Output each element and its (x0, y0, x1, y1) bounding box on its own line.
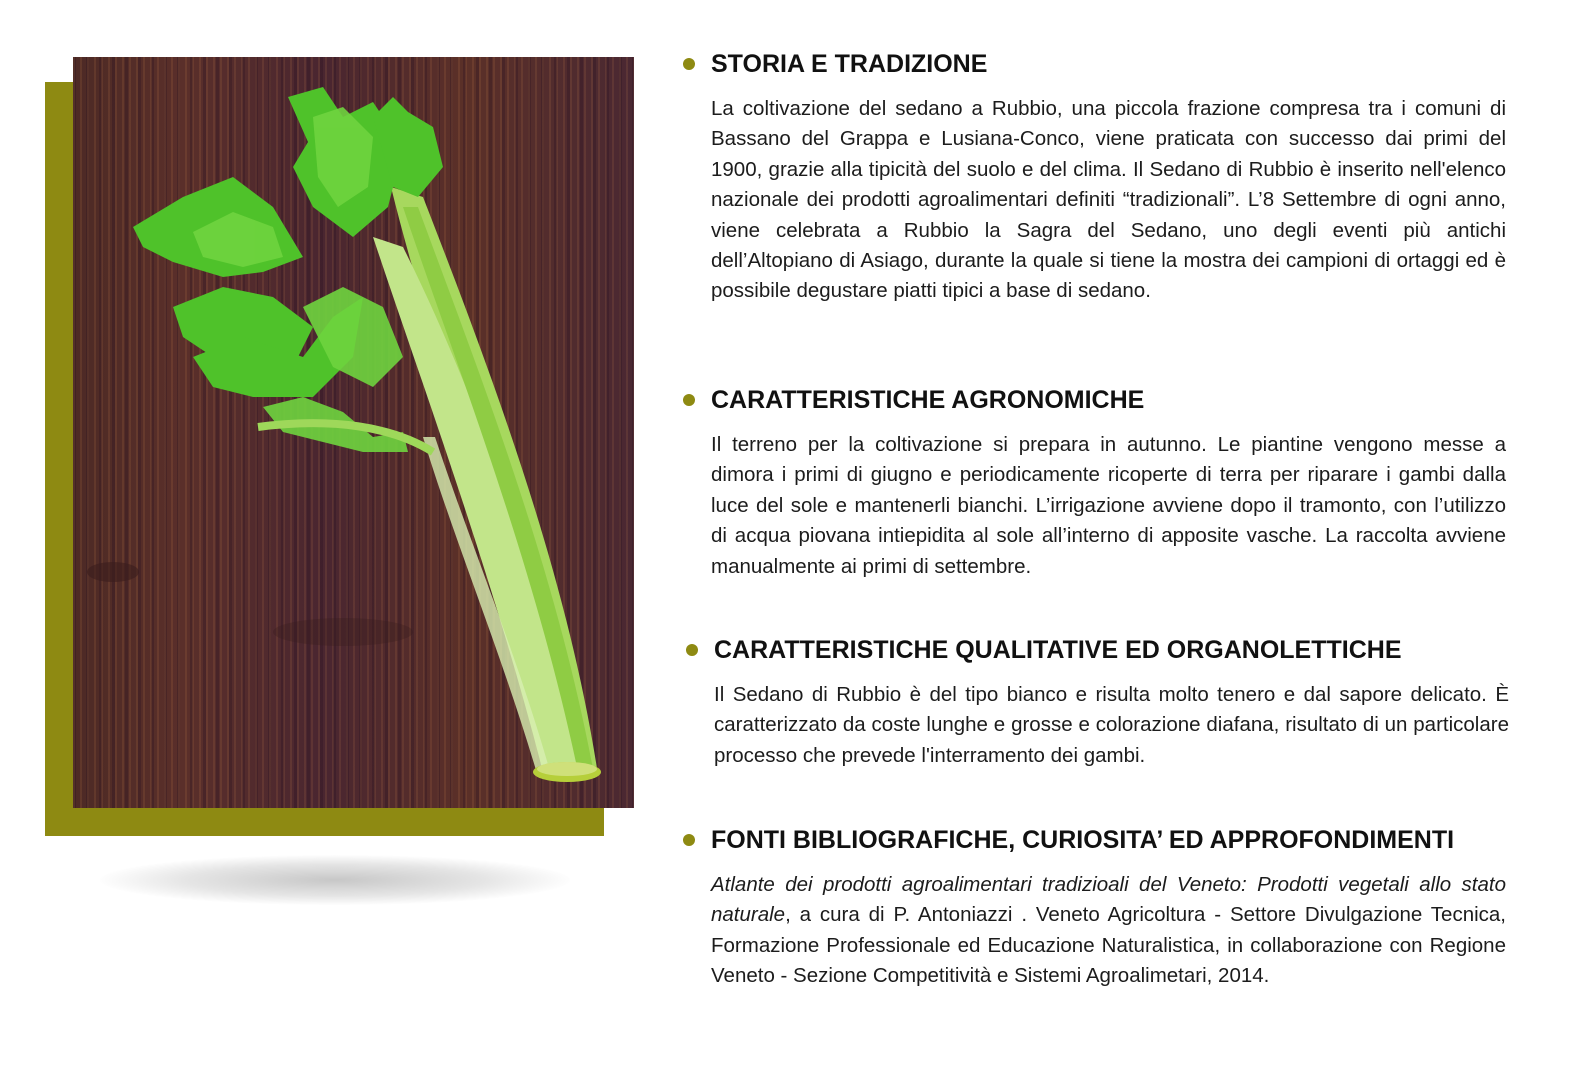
celery-photo (73, 57, 634, 808)
bullet-dot-icon (683, 58, 695, 70)
section-agronomiche (680, 384, 1506, 582)
section-body (711, 870, 1506, 992)
bibliography-title: Atlante dei prodotti agroalimentari tradizioali del Veneto: Prodotti vegetali allo stato naturale (711, 873, 1506, 927)
section-body: La coltivazione del sedano a Rubbio, una piccola frazione compresa tra i comuni di Bassano del Grappa e Lusiana-Conco, viene praticata con successo dai primi del 1900, grazie alla tipicità del suolo e del clima. Il Sedano di Rubbio è inserito nell'elenco nazionale dei prodotti agroalimentari definiti “tradizionali”. L’8 Settembre di ogni anno, viene celebrata a Rubbio la Sagra del Sedano, uno degli eventi più antichi dell’Altopiano di Asiago, durante la quale si tiene la mostra dei campioni di ortaggi ed è possibile degustare piatti tipici a base di sedano. (711, 97, 1506, 303)
section-qualitative (683, 634, 1509, 771)
section-title: FONTI BIBLIOGRAFICHE, CURIOSITA’ ED APPROFONDIMENTI (711, 825, 1455, 854)
bibliography-details: , a cura di P. Antoniazzi . Veneto Agricoltura - Settore Divulgazione Tecnica, Formazione Professionale ed Educazione Naturalistica, in collaborazione con Regione Veneto - Sezione Competitività e Sistemi Agroalimetari, 2014. (711, 903, 1506, 988)
section-title: CARATTERISTICHE AGRONOMICHE (711, 385, 1145, 414)
drop-shadow (100, 855, 570, 905)
section-body: Il terreno per la coltivazione si prepara in autunno. Le piantine vengono messe a dimora i primi di giugno e periodicamente ricoperte di terra per riparare i gambi dalla luce del sole e mantenerli bianchi. L’irrigazione avviene dopo il tramonto, con l’utilizzo di acqua piovana intiepidita al sole all’interno di apposite vasche. La raccolta avviene manualmente ai primi di settembre. (711, 433, 1506, 578)
section-storia (680, 48, 1506, 307)
bullet-dot-icon (686, 644, 698, 656)
section-fonti (680, 824, 1506, 992)
section-title: STORIA E TRADIZIONE (711, 49, 988, 78)
celery-illustration (73, 57, 634, 808)
section-title: CARATTERISTICHE QUALITATIVE ED ORGANOLETTICHE (714, 635, 1402, 664)
bullet-dot-icon (683, 834, 695, 846)
section-body: Il Sedano di Rubbio è del tipo bianco e risulta molto tenero e dal sapore delicato. È caratterizzato da coste lunghe e grosse e colorazione diafana, risultato di un particolare processo che prevede l'interramento dei gambi. (714, 683, 1509, 767)
bullet-dot-icon (683, 394, 695, 406)
